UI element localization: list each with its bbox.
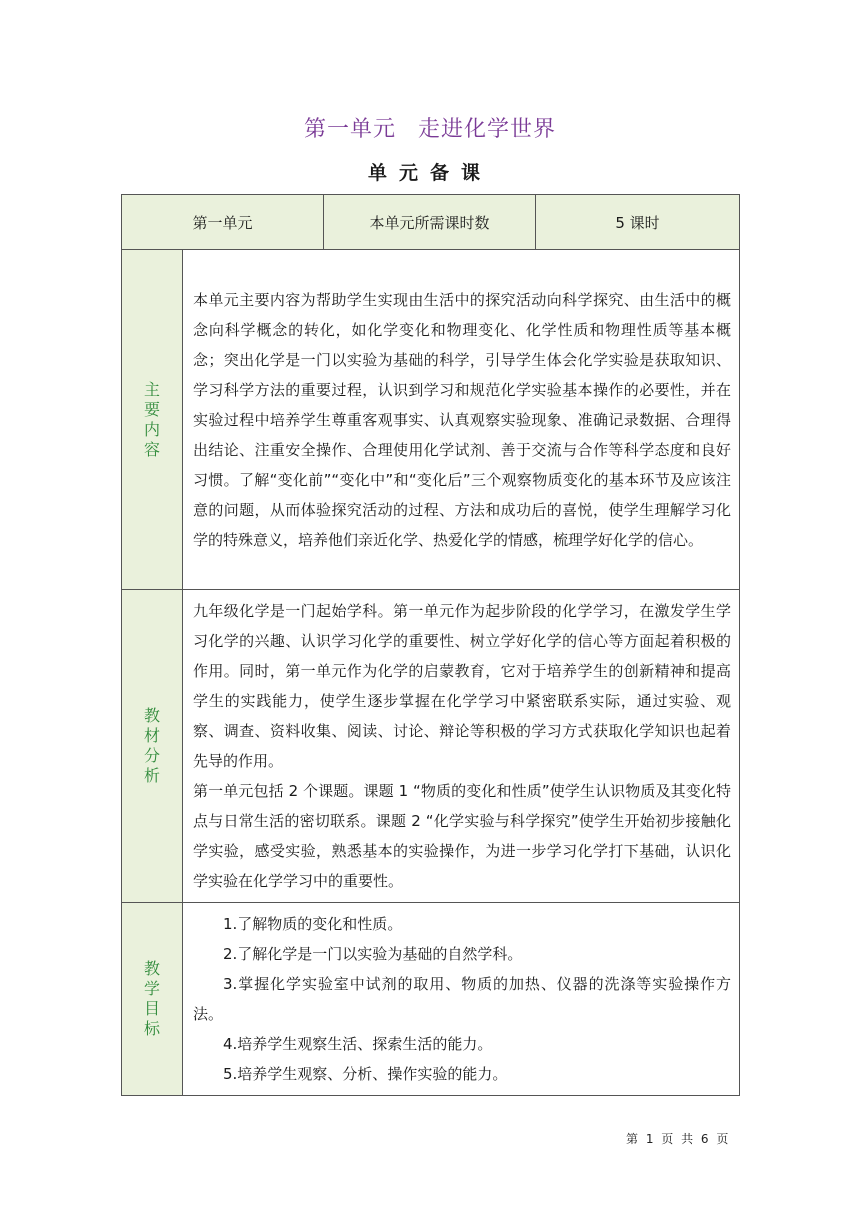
section-label-textbook-analysis (122, 590, 183, 903)
content-paragraph: 本单元主要内容为帮助学生实现由生活中的探究活动向科学探究、由生活中的概念向科学概念的转化，如化学变化和物理变化、化学性质和物理性质等基本概念；突出化学是一门以实验为基础的科学，引导学生体会化学实验是获取知识、学习科学方法的重要过程，认识到学习和规范化学实验基本操作的必要性，并在实验过程中培养学生尊重客观事实、认真观察实验现象、准确记录数据、合理得出结论、注重安全操作、合理使用化学试剂、善于交流与合作等科学态度和良好习惯。了解“变化前”“变化中”和“变化后”三个观察物质变化的基本环节及应该注意的问题，从而体验探究活动的过程、方法和成功后的喜悦，使学生理解学习化学的特殊意义，培养他们亲近化学、热爱化学的情感，梳理学好化学的信心。 (193, 290, 732, 549)
goal-item: 3.掌握化学实验室中试剂的取用、物质的加热、仪器的洗涤等实验操作方法。 (193, 975, 732, 1023)
table-header-row (122, 195, 740, 250)
label-char: 目 (143, 999, 160, 1018)
content-paragraph: 九年级化学是一门起始学科。第一单元作为起步阶段的化学学习，在激发学生学习化学的兴趣、认识学习化学的重要性、树立学好化学的信心等方面起着积极的作用。同时，第一单元作为化学的启蒙教育，它对于培养学生的创新精神和提高学生的实践能力，使学生逐步掌握在化学学习中紧密联系实际，通过实验、观察、调查、资料收集、阅读、讨论、辩论等积极的学习方式获取化学知识也起着先导的作用。 (193, 602, 732, 770)
title-unit: 第一单元 (303, 117, 396, 142)
title-topic: 走进化学世界 (418, 117, 557, 142)
lesson-plan-table (121, 194, 740, 1096)
label-char: 主 (143, 379, 160, 399)
content-paragraph: 第一单元包括 2 个课题。课题 1 “物质的变化和性质”使学生认识物质及其变化特点与日常生活的密切联系。课题 2 “化学实验与科学探究”使学生开始初步接触化学实验，感受实验，熟悉基本的实验操作，为进一步学习化学打下基础，认识化学实验在化学学习中的重要性。 (193, 782, 732, 890)
table-row (122, 590, 740, 903)
unit-cell: 第一单元 (122, 195, 324, 250)
label-char: 教 (143, 706, 160, 725)
page-subtitle: 单元备课 (367, 162, 492, 184)
teaching-goals-cell (183, 903, 740, 1096)
label-char: 标 (143, 1019, 160, 1038)
label-char: 要 (143, 399, 160, 419)
hours-value-cell: 5 课时 (536, 195, 740, 250)
textbook-analysis-cell (183, 590, 740, 903)
label-char: 学 (143, 979, 160, 998)
label-char: 内 (143, 419, 160, 439)
table-row (122, 250, 740, 590)
goal-item: 4.培养学生观察生活、探索生活的能力。 (223, 1035, 493, 1053)
goal-item: 5.培养学生观察、分析、操作实验的能力。 (223, 1065, 508, 1083)
page-title (0, 112, 860, 143)
label-char: 材 (143, 726, 160, 745)
main-content-cell (183, 250, 740, 590)
page-number: 第 1 页 共 6 页 (626, 1132, 731, 1146)
table-row (122, 903, 740, 1096)
section-label-teaching-goals (122, 903, 183, 1096)
label-char: 教 (143, 959, 160, 978)
section-label-main-content (122, 250, 183, 590)
label-char: 容 (143, 439, 160, 459)
goal-item: 1.了解物质的变化和性质。 (223, 915, 403, 933)
label-char: 析 (143, 766, 160, 785)
hours-label-cell: 本单元所需课时数 (324, 195, 536, 250)
label-char: 分 (143, 746, 160, 765)
goal-item: 2.了解化学是一门以实验为基础的自然学科。 (223, 945, 523, 963)
